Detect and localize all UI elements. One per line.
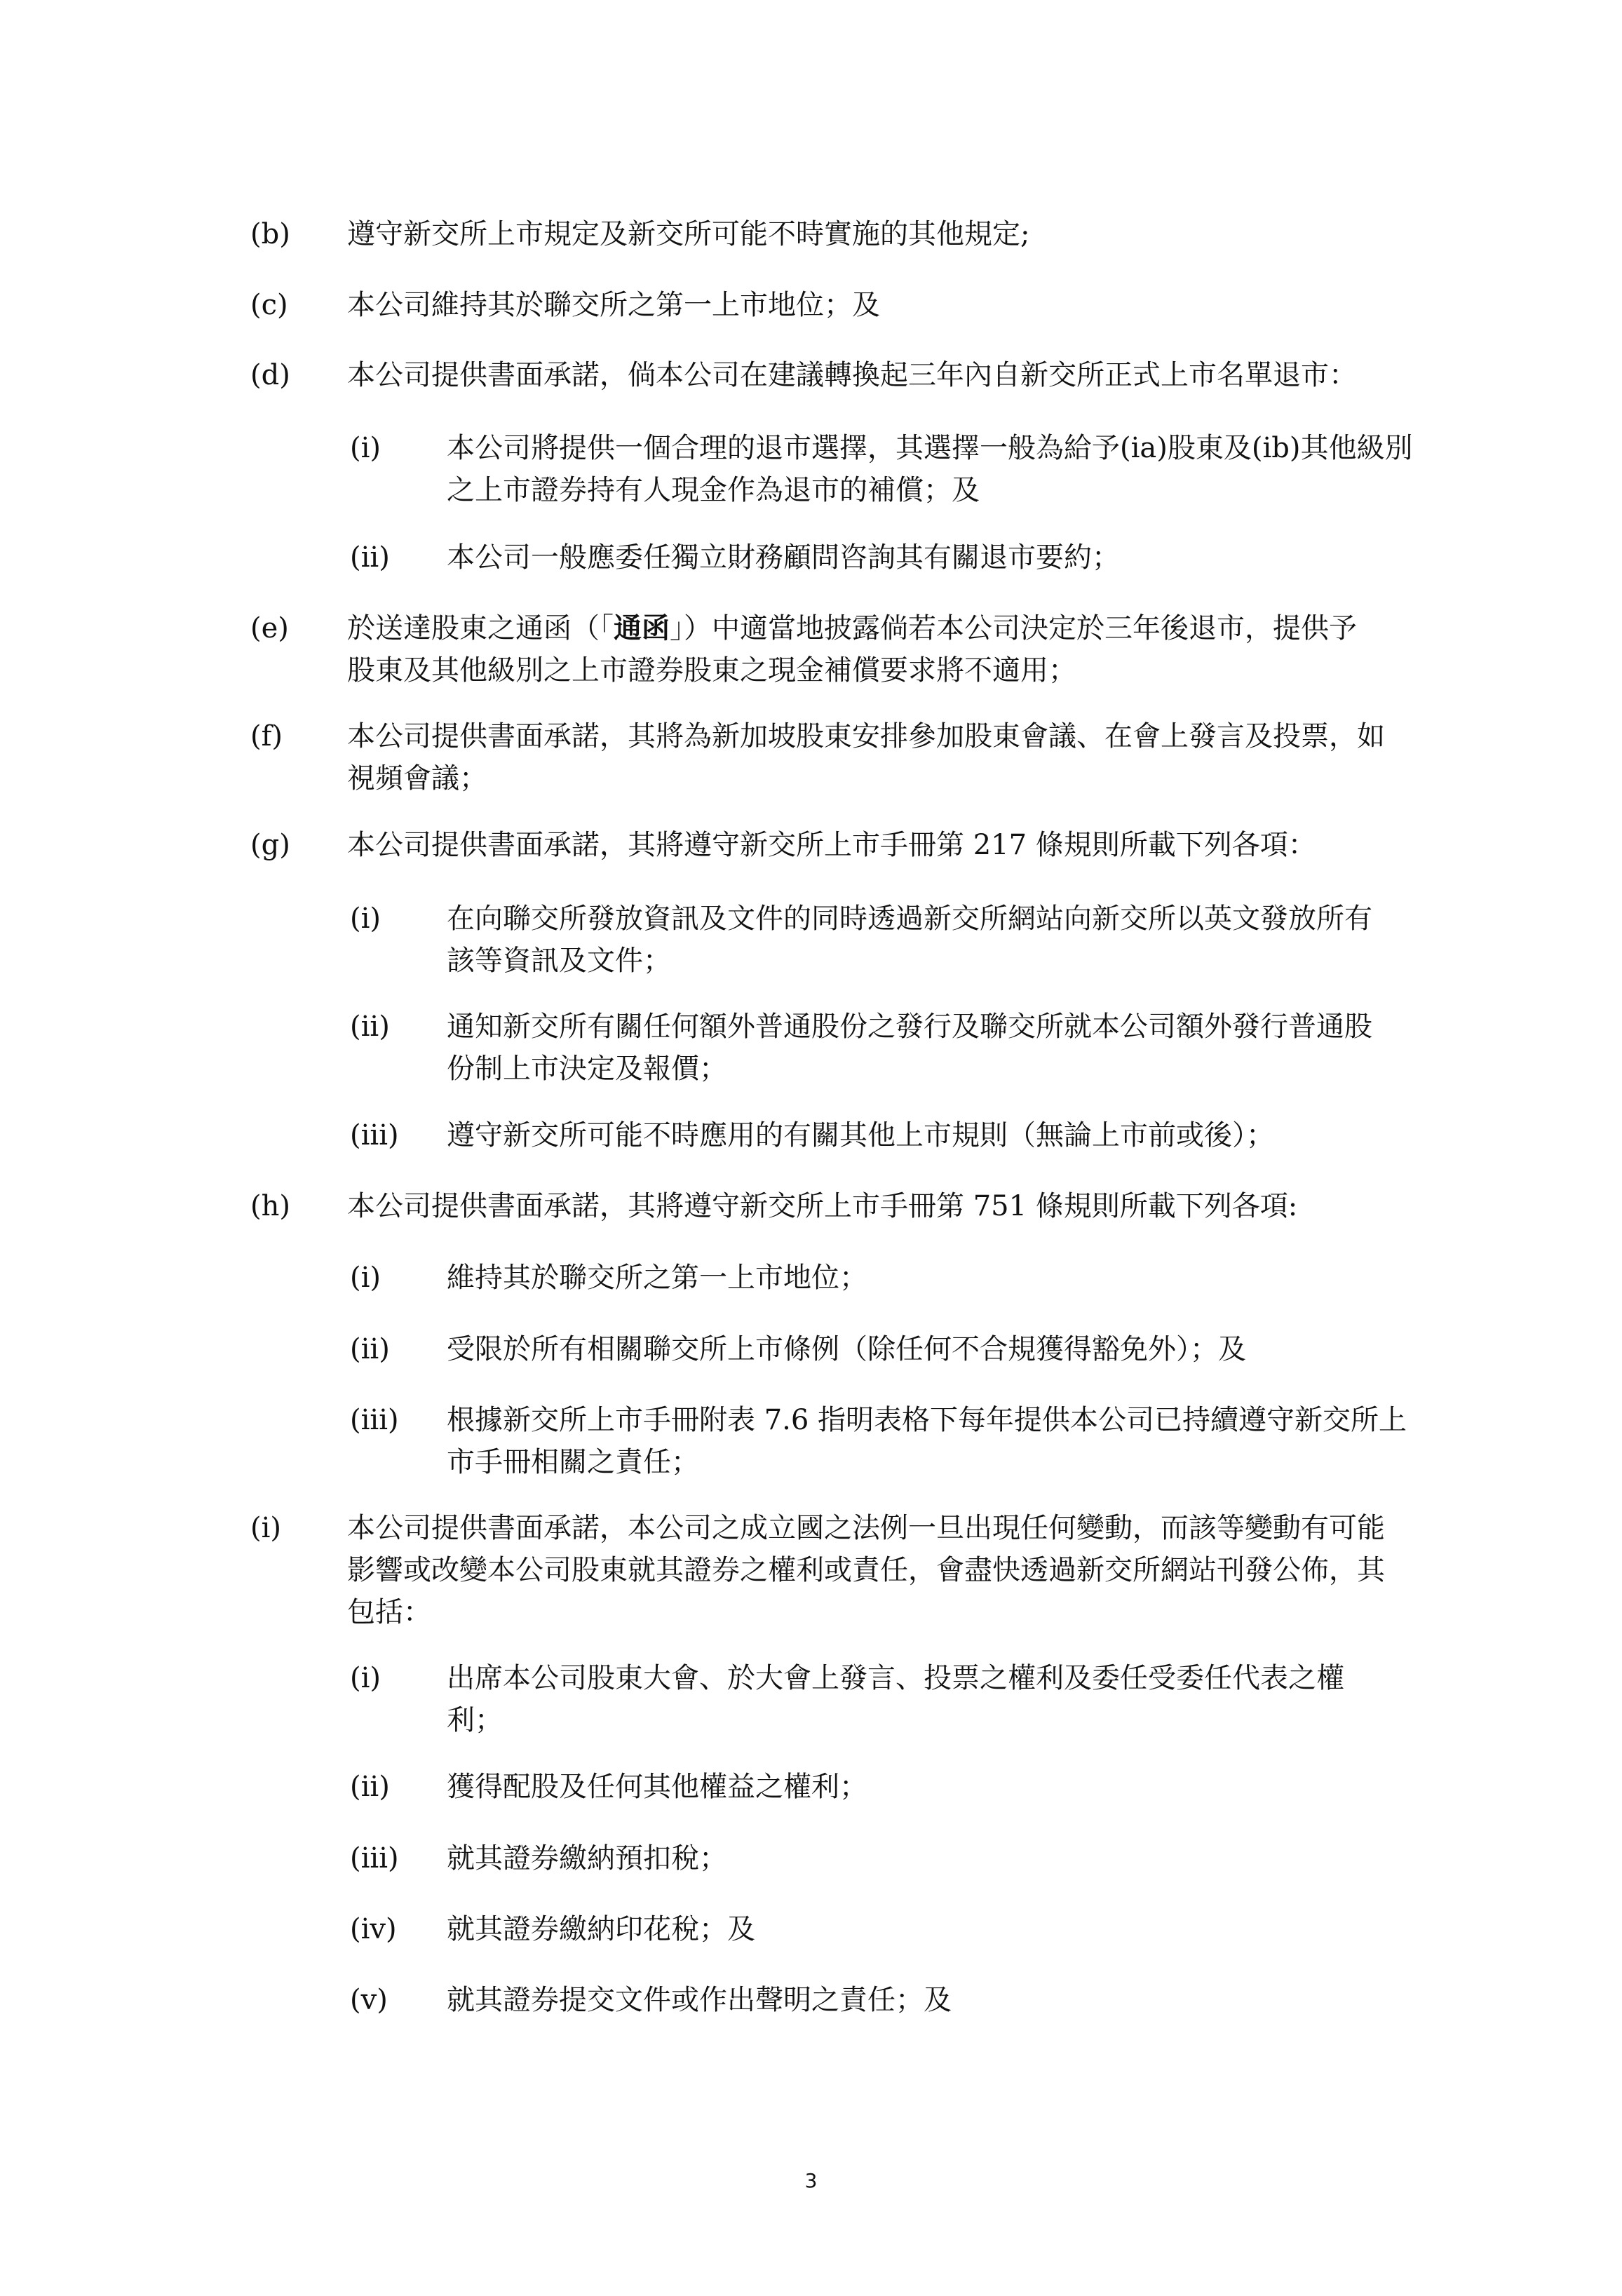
item-marker: (e) [250, 612, 289, 644]
item-text-line: 包括： [347, 1596, 431, 1628]
item-text-line: 在向聯交所發放資訊及文件的同時透過新交所網站向新交所以英文發放所有 [447, 903, 1372, 935]
page-number: 3 [804, 2169, 818, 2192]
item-text [447, 427, 1471, 511]
item-text [347, 715, 1471, 799]
item-text-line: 利； [447, 1704, 503, 1736]
item-text-line: 影響或改變本公司股東就其證券之權利或責任，會盡快透過新交所網站刊發公佈，其 [347, 1554, 1385, 1586]
item-text [447, 1006, 1471, 1090]
item-text-line: 該等資訊及文件； [447, 945, 671, 977]
item-marker: (iii) [350, 1842, 399, 1875]
item-marker: (iii) [350, 1119, 399, 1152]
item-text: 就其證券繳納預扣稅； [447, 1842, 727, 1875]
item-text: 就其證券繳納印花稅；及 [447, 1913, 755, 1945]
item-text-line [347, 607, 1471, 649]
item-marker: (d) [250, 359, 290, 391]
text-run: 」）中適當地披露倘若本公司決定於三年後退市，提供予 [670, 612, 1357, 644]
item-text: 遵守新交所可能不時應用的有關其他上市規則（無論上市前或後）； [447, 1119, 1274, 1152]
item-marker: (b) [250, 218, 290, 250]
item-text-line: 之上市證券持有人現金作為退市的補償；及 [447, 474, 980, 506]
item-text: 本公司提供書面承諾，其將遵守新交所上市手冊第 751 條規則所載下列各項: [347, 1190, 1298, 1222]
item-text: 本公司維持其於聯交所之第一上市地位；及 [347, 289, 880, 321]
item-marker: (ii) [350, 1771, 390, 1803]
item-text: 就其證券提交文件或作出聲明之責任；及 [447, 1984, 952, 2016]
item-text [447, 898, 1471, 982]
item-marker: (iii) [350, 1404, 399, 1436]
item-marker: (iv) [350, 1913, 397, 1945]
item-text-line: 出席本公司股東大會、於大會上發言、投票之權利及委任受委任代表之權 [447, 1662, 1344, 1694]
item-text: 本公司提供書面承諾，倘本公司在建議轉換起三年內自新交所正式上市名單退市： [347, 359, 1357, 391]
item-marker: (v) [350, 1984, 388, 2016]
item-text [447, 1399, 1471, 1483]
item-text-line: 本公司將提供一個合理的退市選擇，其選擇一般為給予(ia)股東及(ib)其他級別 [447, 432, 1413, 464]
item-marker: (ii) [350, 541, 390, 574]
item-text: 維持其於聯交所之第一上市地位； [447, 1262, 867, 1294]
item-marker: (h) [250, 1190, 290, 1222]
item-marker: (g) [250, 829, 290, 861]
item-marker: (ii) [350, 1333, 390, 1365]
item-marker: (i) [350, 1262, 381, 1294]
item-marker: (i) [350, 432, 381, 464]
item-text-line: 市手冊相關之責任； [447, 1446, 699, 1478]
item-text-line: 本公司提供書面承諾，本公司之成立國之法例一旦出現任何變動，而該等變動有可能 [347, 1512, 1385, 1544]
text-run: 於送達股東之通函（「 [347, 612, 614, 644]
item-marker: (i) [350, 1662, 381, 1694]
item-text [347, 1507, 1471, 1633]
item-text-line: 通知新交所有關任何額外普通股份之發行及聯交所就本公司額外發行普通股 [447, 1011, 1372, 1043]
item-text-line: 份制上市決定及報價； [447, 1053, 727, 1085]
item-marker: (ii) [350, 1011, 390, 1043]
item-text: 受限於所有相關聯交所上市條例（除任何不合規獲得豁免外）；及 [447, 1333, 1246, 1365]
item-marker: (i) [350, 903, 381, 935]
item-text: 遵守新交所上市規定及新交所可能不時實施的其他規定; [347, 218, 1030, 250]
item-text [347, 607, 1471, 691]
item-marker: (c) [250, 289, 288, 321]
item-text: 本公司提供書面承諾，其將遵守新交所上市手冊第 217 條規則所載下列各項： [347, 829, 1316, 861]
item-text-line: 本公司提供書面承諾，其將為新加坡股東安排參加股東會議、在會上發言及投票，如 [347, 720, 1385, 752]
item-text-line: 股東及其他級別之上市證券股東之現金補償要求將不適用； [347, 654, 1076, 687]
item-text: 獲得配股及任何其他權益之權利； [447, 1771, 867, 1803]
item-marker: (f) [250, 720, 283, 752]
defined-term: 通函 [614, 612, 670, 644]
item-text-line: 根據新交所上市手冊附表 7.6 指明表格下每年提供本公司已持續遵守新交所上 [447, 1404, 1407, 1436]
item-marker: (i) [250, 1512, 282, 1544]
item-text: 本公司一般應委任獨立財務顧問咨詢其有關退市要約； [447, 541, 1120, 574]
item-text [447, 1657, 1471, 1741]
item-text-line: 視頻會議； [347, 762, 487, 795]
